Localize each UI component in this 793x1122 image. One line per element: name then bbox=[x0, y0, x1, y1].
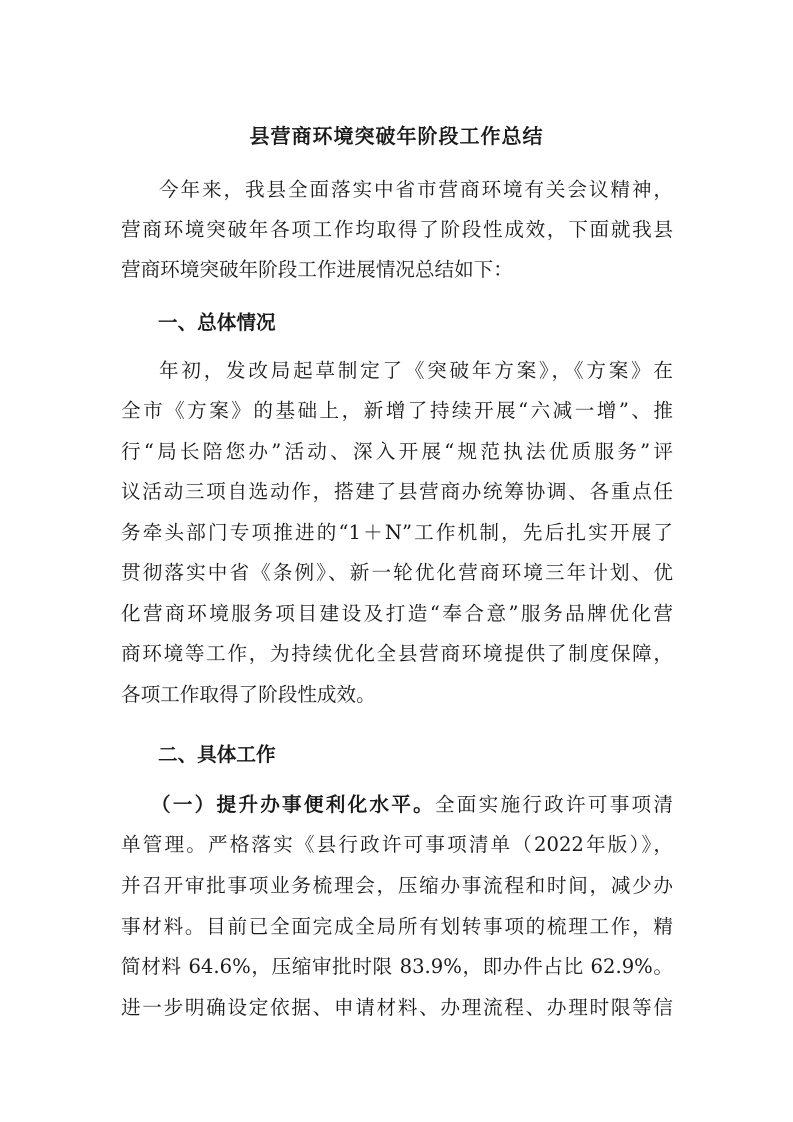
paragraph-line: 今年来，我县全面落实中省市营商环境有关会议精神， bbox=[159, 178, 673, 201]
paragraph-line: 贯彻落实中省《条例》、新一轮优化营商环境三年计划、优 bbox=[121, 561, 673, 584]
document-title: 县营商环境突破年阶段工作总结 bbox=[249, 124, 544, 148]
paragraph-line: 全市《方案》的基础上，新增了持续开展“六减一增”、推 bbox=[121, 399, 673, 422]
paragraph-line: 营商环境突破年各项工作均取得了阶段性成效，下面就我县 bbox=[121, 218, 673, 241]
section-heading-overview: 一、总体情况 bbox=[158, 311, 276, 334]
paragraph-line: 事材料。目前已全面完成全局所有划转事项的梳理工作，精 bbox=[121, 915, 673, 938]
paragraph-line: 并召开审批事项业务梳理会，压缩办事流程和时间，减少办 bbox=[121, 874, 673, 897]
section-heading-details: 二、具体工作 bbox=[158, 743, 276, 766]
paragraph-line: 化营商环境服务项目建设及打造“奉合意”服务品牌优化营 bbox=[121, 602, 673, 625]
paragraph-line: 各项工作取得了阶段性成效。 bbox=[121, 683, 376, 706]
paragraph-line: 单管理。严格落实《县行政许可事项清单（2022年版）》， bbox=[121, 833, 673, 856]
paragraph-line: 议活动三项自选动作，搭建了县营商办统筹协调、各重点任 bbox=[121, 480, 673, 503]
paragraph-line: 务牵头部门专项推进的“1＋N”工作机制，先后扎实开展了 bbox=[121, 521, 673, 544]
paragraph-line: 商环境等工作，为持续优化全县营商环境提供了制度保障， bbox=[121, 642, 673, 665]
paragraph-line: 进一步明确设定依据、申请材料、办理流程、办理时限等信 bbox=[121, 996, 673, 1019]
paragraph-line: 营商环境突破年阶段工作进展情况总结如下： bbox=[121, 258, 513, 281]
subsection-text: 全面实施行政许可事项清 bbox=[434, 793, 673, 816]
paragraph-line-first bbox=[151, 786, 673, 824]
paragraph-line: 行“局长陪您办”活动、深入开展“规范执法优质服务”评 bbox=[121, 440, 673, 463]
paragraph-line: 年初，发改局起草制定了《突破年方案》，《方案》在 bbox=[159, 359, 673, 382]
subsection-lead: （一）提升办事便利化水平。 bbox=[151, 793, 435, 816]
paragraph-line: 简材料 64.6%，压缩审批时限 83.9%，即办件占比 62.9%。 bbox=[121, 955, 673, 978]
